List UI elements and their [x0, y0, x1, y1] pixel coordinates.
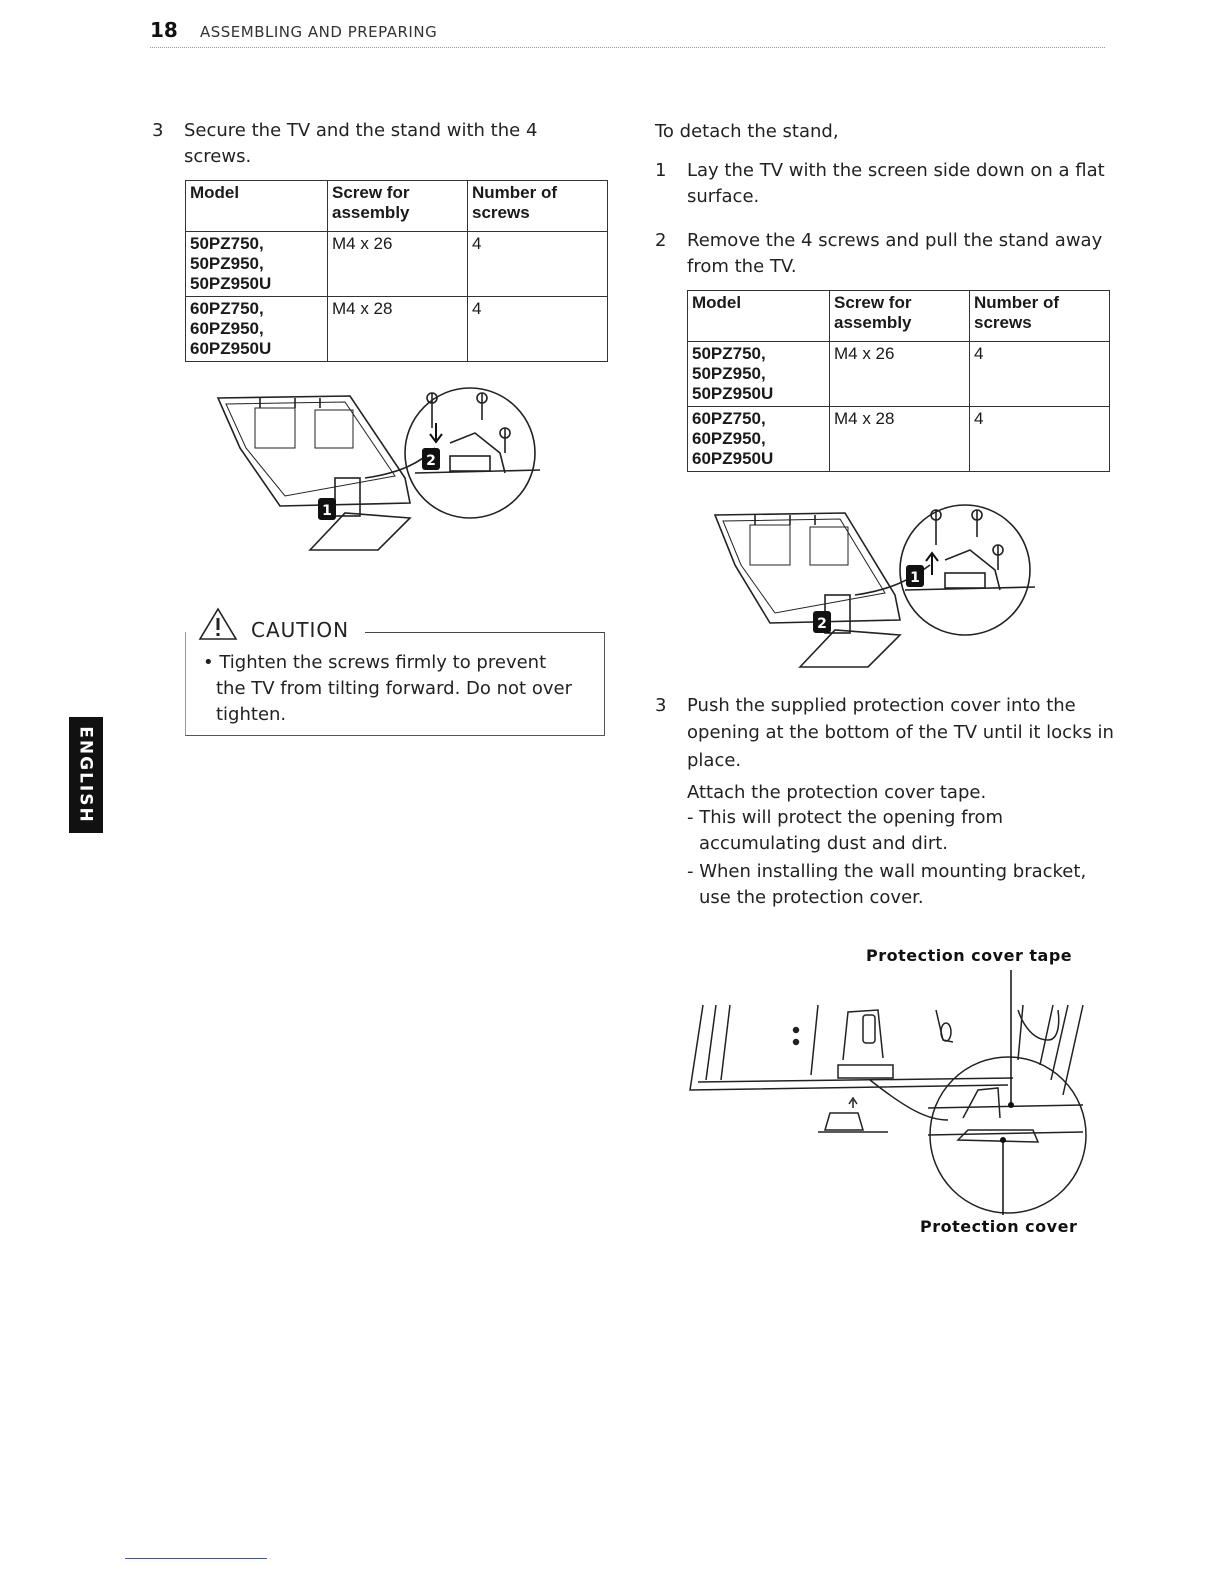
step-text-line1: Push the supplied protection cover into the [687, 695, 1076, 716]
col-header-model: Model [688, 291, 830, 342]
right-step-1 [655, 158, 1115, 212]
warning-triangle-icon [197, 606, 239, 642]
callout-2-icon [422, 448, 440, 470]
step-number: 2 [655, 230, 667, 251]
left-step-3 [152, 118, 572, 172]
caution-line: the TV from tilting forward. Do not over [216, 678, 572, 699]
screw-cell: M4 x 28 [830, 407, 970, 472]
step-text-line1: Remove the 4 screws and pull the stand away [687, 230, 1103, 251]
col-header-count: Number of screws [970, 291, 1110, 342]
screw-cell: M4 x 26 [328, 232, 468, 297]
callout-1-icon [906, 565, 924, 587]
step-number: 1 [655, 160, 667, 181]
step-text-line2: surface. [687, 186, 760, 207]
caution-line: tighten. [216, 704, 287, 725]
count-cell: 4 [970, 342, 1110, 407]
model-name: 60PZ950, [692, 429, 766, 448]
caution-box [185, 610, 605, 736]
label-protection-cover-tape: Protection cover tape [866, 946, 1073, 965]
callout-2-icon [813, 611, 831, 633]
count-cell: 4 [468, 297, 608, 362]
model-name: 50PZ750, [190, 234, 264, 253]
step-text-line1: Lay the TV with the screen side down on a flat [687, 160, 1105, 181]
step-text-line1: Secure the TV and the stand with the 4 [184, 120, 538, 141]
table-row [688, 342, 1110, 407]
model-name: 50PZ750, [692, 344, 766, 363]
table-row [688, 407, 1110, 472]
attach-stand-illustration [200, 378, 545, 558]
model-name: 60PZ950, [190, 319, 264, 338]
right-step-3 [655, 693, 1125, 773]
model-cell [688, 342, 830, 407]
step-number: 3 [152, 120, 164, 141]
count-cell: 4 [468, 232, 608, 297]
note-line: accumulating dust and dirt. [699, 833, 949, 854]
model-name: 50PZ950, [190, 254, 264, 273]
model-name: 60PZ950U [190, 339, 272, 358]
count-cell: 4 [970, 407, 1110, 472]
right-screw-table [687, 290, 1110, 472]
step-text-line2: opening at the bottom of the TV until it locks in [687, 722, 1114, 743]
step-text-line3: place. [687, 750, 742, 771]
step-text-line2: screws. [184, 146, 252, 167]
screw-cell: M4 x 28 [328, 297, 468, 362]
detach-intro: To detach the stand, [655, 121, 839, 142]
callout-1-label: 1 [910, 570, 920, 586]
model-name: 60PZ750, [190, 299, 264, 318]
col-header-screw: Screw for assembly [830, 291, 970, 342]
col-header-model: Model [186, 181, 328, 232]
callout-2-label: 2 [426, 453, 436, 469]
note-line: use the protection cover. [699, 887, 924, 908]
footer-rule [125, 1558, 267, 1559]
protection-cover-illustration [688, 970, 1083, 1215]
note-line: - When installing the wall mounting bracket, [687, 861, 1087, 882]
table-row [186, 232, 608, 297]
step-text-line2: from the TV. [687, 256, 797, 277]
callout-1-icon [318, 498, 336, 520]
up-arrow-icon [926, 553, 938, 575]
table-row [186, 297, 608, 362]
model-name: 60PZ750, [692, 409, 766, 428]
callout-2-label: 2 [817, 616, 827, 632]
model-cell [186, 297, 328, 362]
screw-cell: M4 x 26 [830, 342, 970, 407]
caution-title: CAUTION [251, 618, 350, 642]
caution-line: • Tighten the screws firmly to prevent [203, 652, 547, 673]
step-number: 3 [655, 695, 667, 716]
col-header-count: Number of screws [468, 181, 608, 232]
caution-text [203, 650, 593, 728]
page-header [150, 18, 1105, 48]
attach-tape-text: Attach the protection cover tape. [687, 782, 987, 803]
model-name: 60PZ950U [692, 449, 774, 468]
col-header-screw: Screw for assembly [328, 181, 468, 232]
left-screw-table [185, 180, 608, 362]
table-header-row [186, 181, 608, 232]
language-tab-label: ENGLISH [76, 726, 96, 824]
model-name: 50PZ950, [692, 364, 766, 383]
language-tab [69, 717, 103, 833]
page-number: 18 [150, 18, 178, 42]
table-header-row [688, 291, 1110, 342]
label-protection-cover: Protection cover [920, 1217, 1078, 1236]
note-line: - This will protect the opening from [687, 807, 1004, 828]
detach-stand-illustration [710, 495, 1040, 675]
section-title: ASSEMBLING AND PREPARING [200, 23, 438, 41]
right-step-2 [655, 228, 1115, 282]
model-name: 50PZ950U [692, 384, 774, 403]
caution-divider [365, 632, 605, 633]
model-cell [186, 232, 328, 297]
model-cell [688, 407, 830, 472]
model-name: 50PZ950U [190, 274, 272, 293]
callout-1-label: 1 [322, 503, 332, 519]
